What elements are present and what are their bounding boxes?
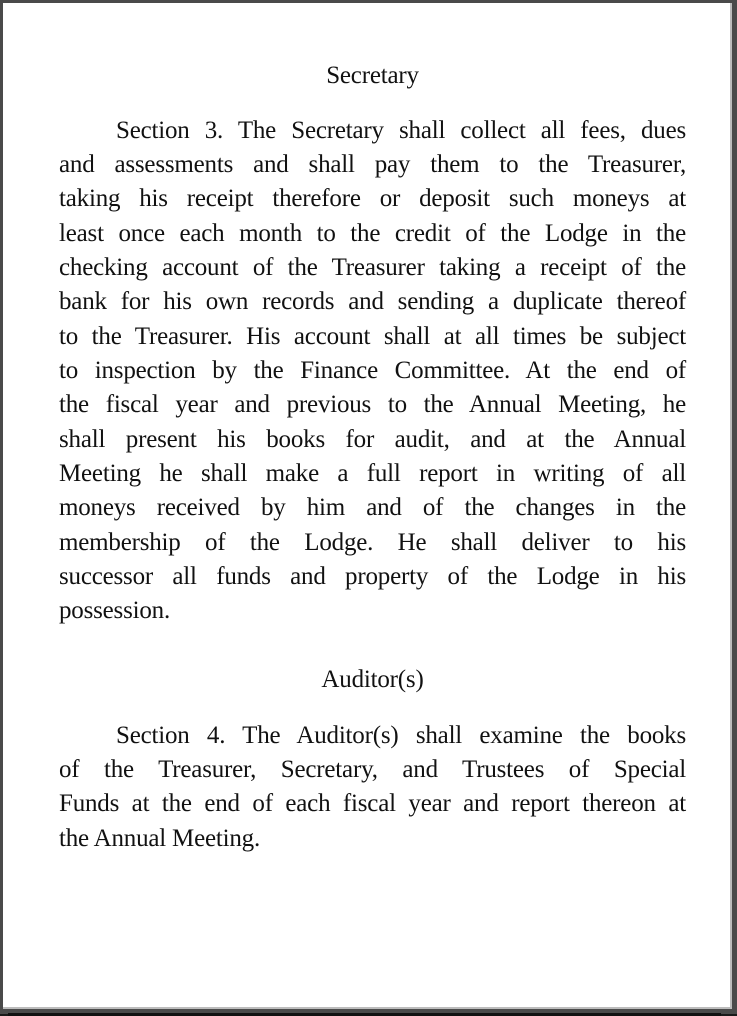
paragraph-line: Section 4. The Auditor(s) shall examine the books (116, 722, 686, 749)
paragraph-line: and assessments and shall pay them to the Treasurer, (59, 151, 686, 178)
paragraph-line: the fiscal year and previous to the Annual Meeting, he (59, 391, 686, 418)
section-heading-auditors: Auditor(s) (321, 666, 424, 693)
paragraph-line: bank for his own records and sending a duplicate thereof (59, 288, 686, 315)
paragraph-line: the Annual Meeting. (59, 825, 261, 852)
paragraph-line: membership of the Lodge. He shall deliver to his (59, 529, 686, 556)
paragraph-line: taking his receipt therefore or deposit such moneys at (59, 185, 686, 212)
paragraph-line: Section 3. The Secretary shall collect all fees, dues (116, 117, 686, 144)
paragraph-line: to inspection by the Finance Committee. At the end of (59, 357, 686, 384)
paragraph-line: shall present his books for audit, and at the Annual (59, 426, 686, 453)
paragraph-line: checking account of the Treasurer taking a receipt of the (59, 254, 686, 281)
paragraph-line: of the Treasurer, Secretary, and Trustees of Special (59, 756, 686, 783)
section-heading-secretary: Secretary (326, 62, 419, 89)
paragraph-line: Funds at the end of each fiscal year and report thereon at (59, 790, 686, 817)
document-page (3, 3, 732, 1009)
paragraph-line: least once each month to the credit of the Lodge in the (59, 220, 686, 247)
paragraph-line: successor all funds and property of the Lodge in his (59, 563, 686, 590)
paragraph-line: possession. (59, 597, 171, 624)
paragraph-line: Meeting he shall make a full report in writing of all (59, 460, 686, 487)
paragraph-line: to the Treasurer. His account shall at all times be subject (59, 323, 686, 350)
paragraph-line: moneys received by him and of the changes in the (59, 494, 686, 521)
